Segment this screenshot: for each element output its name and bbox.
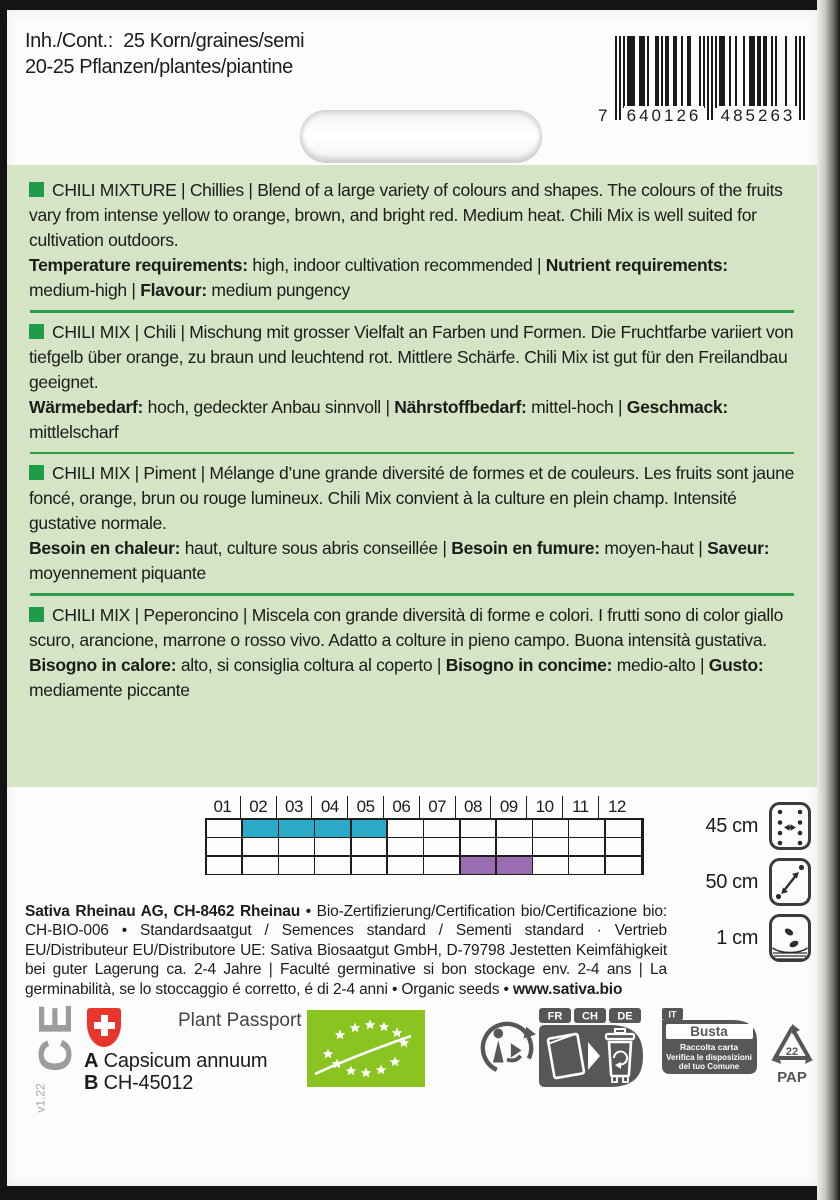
plant-spacing-label: 50 cm (705, 870, 758, 893)
paper-disposal-icon (537, 1008, 647, 1095)
calendar-cell-r1-m05 (352, 820, 387, 837)
calendar-month-08: 08 (456, 796, 492, 818)
barcode-digits-right: 485263 (718, 106, 798, 126)
calendar-cell-r2-m11 (569, 838, 604, 855)
calendar-cell-r1-m12 (606, 820, 641, 837)
block-separator (30, 310, 794, 313)
calendar-cell-r3-m08 (461, 857, 496, 874)
hang-hole (300, 110, 542, 163)
eu-organic-logo (307, 1010, 425, 1087)
calendar-cell-r2-m12 (606, 838, 641, 855)
swiss-shield-icon (87, 1008, 121, 1047)
description-block-en (29, 178, 795, 303)
calendar-cell-r3-m06 (388, 857, 423, 874)
block-specs-fr: Besoin en chaleur: haut, culture sous abris conseillée | Besoin en fumure: moyen-haut | Saveur: moyennement piquante (29, 538, 770, 583)
description-panel (7, 165, 817, 787)
plant-spacing-row (669, 856, 812, 908)
triman-recycling-icon (478, 1018, 536, 1083)
calendar-cell-r1-m03 (279, 820, 314, 837)
calendar-cell-r2-m06 (388, 838, 423, 855)
version-label: v1.22 (33, 1083, 48, 1113)
block-separator (30, 452, 794, 455)
block-specs-de: Wärmebedarf: hoch, gedeckter Anbau sinnvoll | Nährstoffbedarf: mittel-hoch | Geschmack: mittlelscharf (29, 396, 728, 442)
plant-spacing-icon (768, 857, 812, 907)
calendar-cell-r3-m04 (315, 857, 350, 874)
calendar-cell-r1-m10 (533, 820, 568, 837)
calendar-month-04: 04 (312, 796, 348, 818)
description-block-de (29, 320, 795, 445)
seed-packet-back (7, 10, 817, 1186)
calendar-cell-r2-m01 (207, 838, 242, 855)
calendar-cell-r3-m11 (569, 857, 604, 874)
calendar-cell-r1-m09 (497, 820, 532, 837)
calendar-cell-r3-m10 (533, 857, 568, 874)
row-spacing-row (669, 800, 812, 852)
photo-edge (817, 0, 840, 1200)
block-intro-fr: CHILI MIX | Piment | Mélange d’une grande diversité de formes et de couleurs. Les fruits sont jaune foncé, orange, brun ou rouge lumineux. Chili Mix convient à la culture en plein champ. Intensité gustative normale. (29, 463, 795, 533)
calendar-cell-r2-m04 (315, 838, 350, 855)
bullet-square (29, 182, 44, 197)
calendar-month-12: 12 (607, 797, 626, 816)
contents-info (25, 28, 304, 80)
calendar-cell-r3-m12 (606, 857, 641, 874)
calendar-cell-r2-m10 (533, 838, 568, 855)
svg-text:DE: DE (617, 1010, 633, 1023)
block-intro-en: CHILI MIXTURE | Chillies | Blend of a large variety of colours and shapes. The colours of the fruits vary from intense yellow to orange, brown, and bright red. Medium heat. Chili Mix is well suited for cultivation outdoors. (29, 180, 783, 250)
block-specs-it: Bisogno in calore: alto, si consiglia coltura al coperto | Bisogno in concime: medio-alto | Gusto: mediamente piccante (29, 654, 764, 700)
svg-text:FR: FR (547, 1010, 563, 1023)
bullet-square (29, 324, 44, 339)
ce-mark: CE (29, 1000, 81, 1072)
calendar-month-02: 02 (241, 796, 277, 818)
svg-text:Busta: Busta (690, 1024, 728, 1039)
row-spacing-icon (768, 801, 812, 851)
description-block-it (29, 603, 795, 703)
calendar-cell-r1-m07 (424, 820, 459, 837)
calendar-month-01: 01 (205, 796, 241, 818)
svg-text:del tuo Comune: del tuo Comune (678, 1062, 740, 1071)
sowing-depth-icon (768, 913, 812, 963)
calendar-cell-r2-m09 (497, 838, 532, 855)
bullet-square (29, 607, 44, 622)
calendar-cell-r2-m03 (279, 838, 314, 855)
passport-line-b: B CH-45012 (84, 1072, 194, 1094)
svg-text:CH: CH (582, 1010, 598, 1023)
passport-line-a: A Capsicum annuum (84, 1050, 268, 1072)
block-separator (30, 593, 794, 596)
calendar-grid (205, 818, 644, 875)
svg-text:Raccolta carta: Raccolta carta (679, 1042, 739, 1052)
row-spacing-label: 45 cm (705, 814, 758, 837)
calendar-month-06: 06 (384, 796, 420, 818)
barcode-digit-prefix: 7 (598, 106, 611, 125)
bullet-square (29, 465, 44, 480)
calendar-month-header (205, 796, 644, 818)
calendar-cell-r3-m09 (497, 857, 532, 874)
calendar-cell-r1-m02 (243, 820, 278, 837)
block-intro-de: CHILI MIX | Chili | Mischung mit grosser Vielfalt an Farben und Formen. Die Fruchtfarbe variiert von tiefgelb über orange, zu braun und leuchtend rot. Mittlere Schärfe. Chili Mix ist gut für den Freilandbau geeignet. (29, 321, 794, 392)
calendar-cell-r1-m04 (315, 820, 350, 837)
plant-passport-title: Plant Passport (178, 1010, 302, 1031)
contents-line2: 20-25 Pflanzen/plantes/piantine (25, 56, 293, 78)
calendar-month-11: 11 (563, 796, 599, 818)
calendar-cell-r3-m03 (279, 857, 314, 874)
barcode-digits-left: 640126 (624, 106, 704, 126)
calendar-cell-r1-m08 (461, 820, 496, 837)
calendar-cell-r3-m05 (352, 857, 387, 874)
sowing-calendar (205, 796, 644, 875)
calendar-month-07: 07 (420, 796, 456, 818)
calendar-cell-r2-m07 (424, 838, 459, 855)
calendar-cell-r2-m02 (243, 838, 278, 855)
block-intro-it: CHILI MIX | Peperoncino | Miscela con grande diversità di forme e colori. I frutti sono di color giallo scuro, arancione, marrone o rosso vivo. Adatto a colture in pieno campo. Buona intensità gustativa. (29, 604, 784, 650)
sowing-depth-label: 1 cm (716, 926, 758, 949)
svg-text:22: 22 (785, 1046, 799, 1058)
calendar-cell-r1-m11 (569, 820, 604, 837)
calendar-cell-r3-m02 (243, 857, 278, 874)
paper-collection-label (662, 1008, 757, 1081)
calendar-month-05: 05 (348, 796, 384, 818)
calendar-cell-r1-m01 (207, 820, 242, 837)
sowing-depth-row (669, 912, 812, 964)
calendar-cell-r2-m08 (461, 838, 496, 855)
barcode (598, 36, 805, 132)
svg-text:Verifica le disposizioni: Verifica le disposizioni (666, 1053, 752, 1062)
calendar-cell-r3-m01 (207, 857, 242, 874)
calendar-month-10: 10 (527, 796, 563, 818)
calendar-cell-r1-m06 (388, 820, 423, 837)
pap-recycling-icon (769, 1022, 815, 1093)
svg-text:PAP: PAP (777, 1069, 807, 1086)
svg-text:IT: IT (668, 1009, 677, 1020)
calendar-month-03: 03 (277, 796, 313, 818)
calendar-cell-r2-m05 (352, 838, 387, 855)
company-info: Sativa Rheinau AG, CH-8462 Rheinau • Bio-Zertifizierung/Certification bio/Certificazione bio: CH-BIO-006 • Standardsaatgut / Semences standard / Sementi standard · Vertrieb EU/Distributeur EU/Distributore UE: Sativa Biosaatgut GmbH, D-79798 Jestetten Keimfähigkeit bei guter Lagerung ca. 2-4 Jahre | Faculté germinative si bon stockage env. 2-4 ans | La germinabilità, se lo stoccaggio é corretto, é di 2-4 anni • Organic seeds • www.sativa.bio (25, 902, 667, 998)
calendar-cell-r3-m07 (424, 857, 459, 874)
calendar-month-09: 09 (491, 796, 527, 818)
contents-line1: Inh./Cont.: 25 Korn/graines/semi (25, 30, 305, 52)
block-specs-en: Temperature requirements: high, indoor cultivation recommended | Nutrient requirements: medium-high | Flavour: medium pungency (29, 255, 728, 300)
description-block-fr (29, 461, 795, 586)
